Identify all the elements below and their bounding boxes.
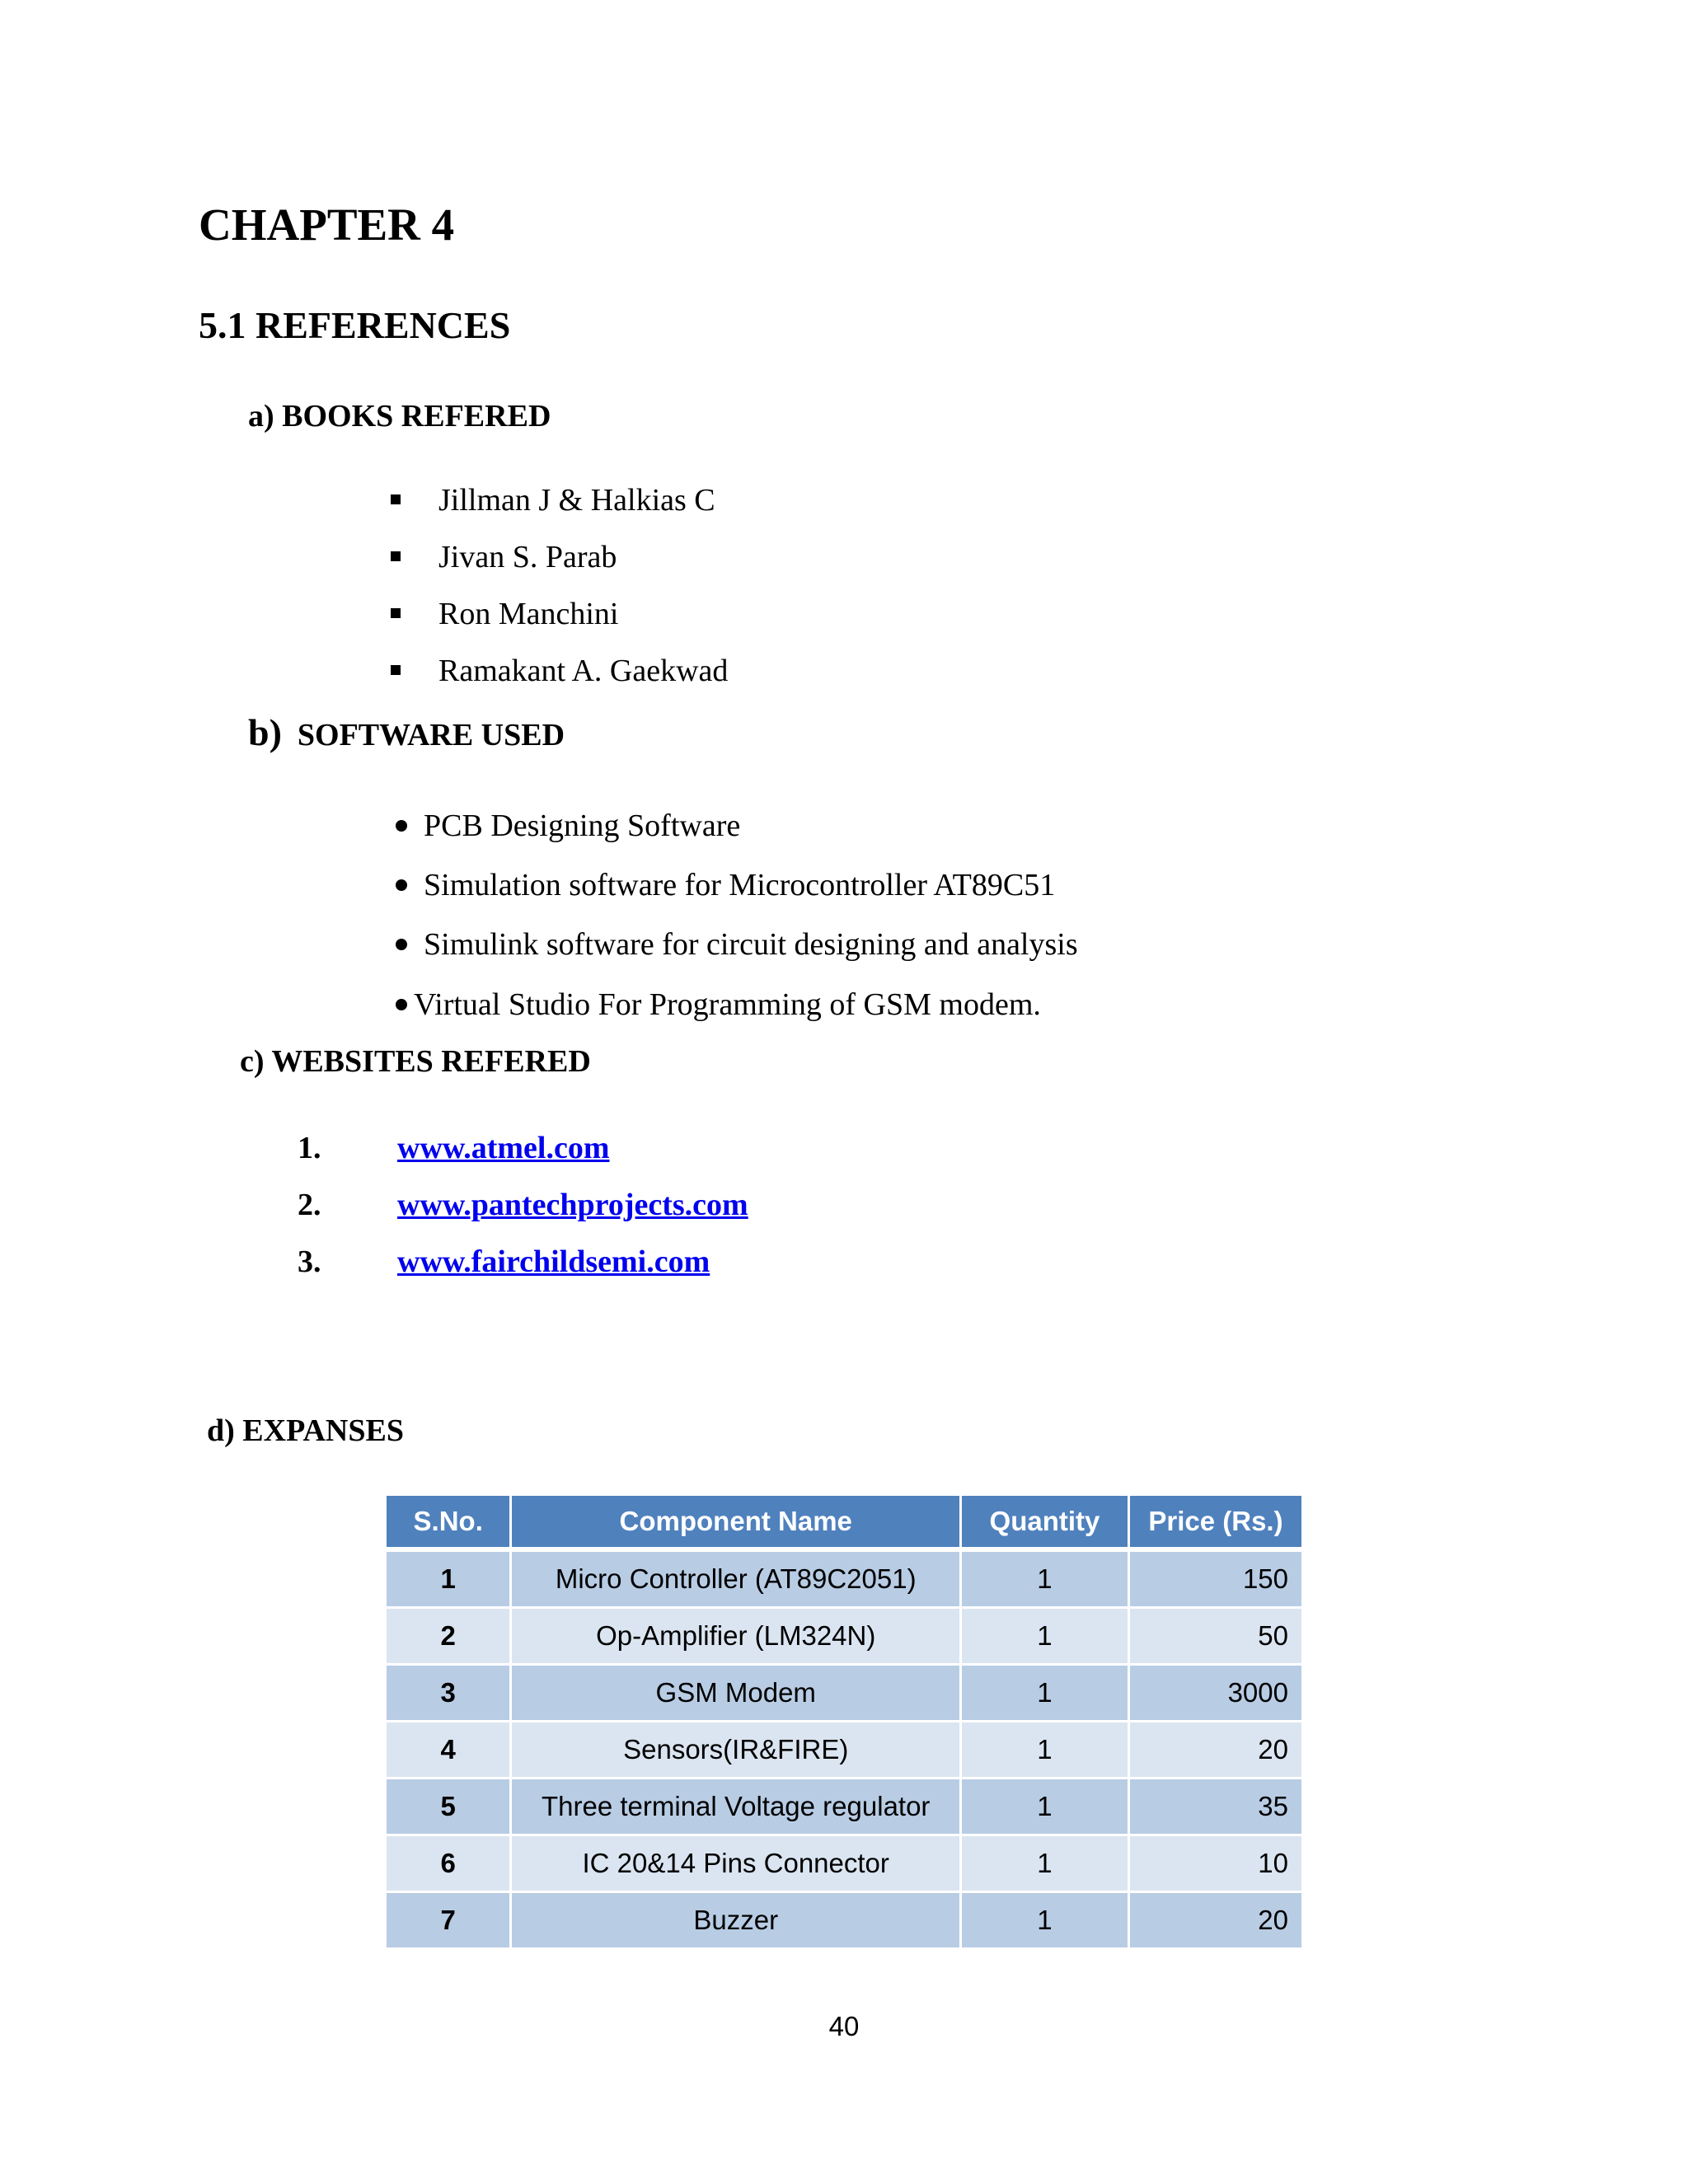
website-number: 2. (298, 1188, 321, 1222)
cell-price: 20 (1130, 1722, 1301, 1777)
round-bullet-icon (396, 999, 407, 1010)
software-item: Virtual Studio For Programming of GSM modem. (396, 984, 1041, 1025)
software-heading-letter: b) (248, 711, 282, 753)
cell-sno: 3 (387, 1666, 509, 1720)
cell-sno: 1 (387, 1552, 509, 1606)
expense-table (384, 1493, 1304, 1950)
software-heading (248, 712, 565, 756)
cell-price: 35 (1130, 1779, 1301, 1834)
table-row (387, 1552, 1301, 1606)
cell-price: 3000 (1130, 1666, 1301, 1720)
round-bullet-icon (396, 820, 407, 832)
square-bullet-icon (391, 494, 401, 504)
cell-quantity: 1 (962, 1609, 1128, 1663)
table-row (387, 1609, 1301, 1663)
cell-component: GSM Modem (512, 1666, 959, 1720)
table-row (387, 1722, 1301, 1777)
column-header-sno: S.No. (387, 1496, 509, 1549)
software-item: PCB Designing Software (396, 805, 740, 846)
book-item: Jillman J & Halkias C (438, 483, 715, 518)
column-header-component: Component Name (512, 1496, 959, 1549)
book-item: Jivan S. Parab (438, 540, 617, 574)
chapter-title: CHAPTER 4 (199, 199, 455, 250)
cell-component: Op-Amplifier (LM324N) (512, 1609, 959, 1663)
software-item: Simulink software for circuit designing and analysis (396, 924, 1078, 965)
cell-sno: 6 (387, 1836, 509, 1891)
cell-quantity: 1 (962, 1666, 1128, 1720)
cell-component: Three terminal Voltage regulator (512, 1779, 959, 1834)
cell-sno: 4 (387, 1722, 509, 1777)
cell-price: 10 (1130, 1836, 1301, 1891)
books-heading: a) BOOKS REFERED (248, 399, 551, 434)
cell-sno: 7 (387, 1893, 509, 1947)
table-row (387, 1666, 1301, 1720)
cell-quantity: 1 (962, 1722, 1128, 1777)
book-item: Ron Manchini (438, 597, 619, 631)
table-row (387, 1836, 1301, 1891)
square-bullet-icon (391, 665, 401, 675)
column-header-price: Price (Rs.) (1130, 1496, 1301, 1549)
square-bullet-icon (391, 608, 401, 618)
software-heading-text: SOFTWARE USED (297, 718, 565, 752)
cell-component: Micro Controller (AT89C2051) (512, 1552, 959, 1606)
website-number: 1. (298, 1131, 321, 1165)
book-item: Ramakant A. Gaekwad (438, 654, 729, 688)
table-row (387, 1779, 1301, 1834)
column-header-quantity: Quantity (962, 1496, 1128, 1549)
expanses-heading: d) EXPANSES (207, 1413, 404, 1448)
cell-price: 20 (1130, 1893, 1301, 1947)
square-bullet-icon (391, 551, 401, 561)
cell-price: 150 (1130, 1552, 1301, 1606)
website-link[interactable]: www.pantechprojects.com (397, 1188, 748, 1222)
round-bullet-icon (396, 879, 407, 891)
website-link[interactable]: www.atmel.com (397, 1131, 610, 1165)
cell-sno: 2 (387, 1609, 509, 1663)
website-number: 3. (298, 1244, 321, 1279)
cell-component: IC 20&14 Pins Connector (512, 1836, 959, 1891)
cell-price: 50 (1130, 1609, 1301, 1663)
website-link[interactable]: www.fairchildsemi.com (397, 1244, 710, 1279)
cell-quantity: 1 (962, 1779, 1128, 1834)
table-row (387, 1893, 1301, 1947)
cell-component: Sensors(IR&FIRE) (512, 1722, 959, 1777)
cell-quantity: 1 (962, 1893, 1128, 1947)
software-item: Simulation software for Microcontroller AT89C51 (396, 865, 1055, 906)
page-number: 40 (828, 2011, 860, 2041)
cell-sno: 5 (387, 1779, 509, 1834)
cell-quantity: 1 (962, 1552, 1128, 1606)
cell-component: Buzzer (512, 1893, 959, 1947)
websites-heading: c) WEBSITES REFERED (240, 1044, 591, 1079)
table-header-row (387, 1496, 1301, 1549)
round-bullet-icon (396, 939, 407, 950)
cell-quantity: 1 (962, 1836, 1128, 1891)
section-title: 5.1 REFERENCES (199, 304, 511, 346)
